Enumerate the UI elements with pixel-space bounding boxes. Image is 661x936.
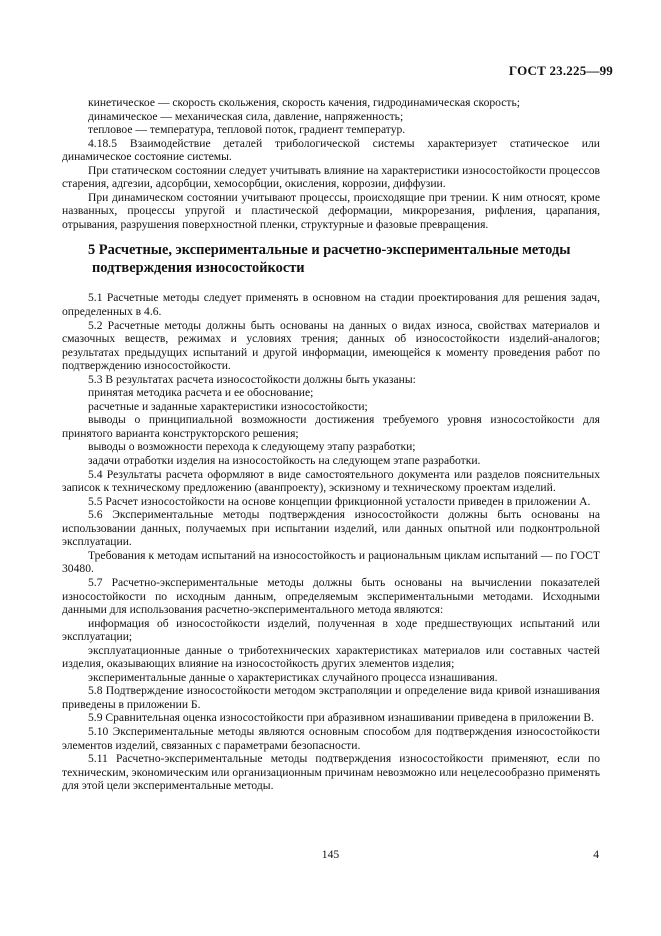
paragraph: тепловое — температура, тепловой поток, градиент температур.: [88, 123, 406, 137]
paragraph: 5.5 Расчет износостойкости на основе концепции фрикционной усталости приведен в приложении А.: [88, 494, 591, 508]
page-content: [62, 96, 600, 793]
section-heading-line2: подтверждения износостойкости: [92, 260, 305, 277]
paragraph: 5.1 Расчетные методы следует применять в основном на стадии проектирования для решения задач, определенных в 4.6.: [62, 291, 600, 319]
list-item: выводы о принципиальной возможности достижения требуемого уровня износостойкости для принятого варианта конструкторского решения;: [62, 413, 600, 440]
paragraph: При статическом состоянии следует учитывать влияние на характеристики износостойкости процессов старения, адгезии, адсорбции, хемосорбции, окисления, коррозии, диффузии.: [62, 163, 600, 191]
paragraph: 5.6 Экспериментальные методы подтверждения износостойкости должны быть основаны на использовании данных, получаемых при испытании изделий, или данных опытной или подконтрольной эксплуатации.: [62, 508, 600, 549]
paragraph: 5.4 Результаты расчета оформляют в виде самостоятельного документа или разделов пояснительных записок к техническому предложению (аванпроекту), эскизному и техническому проектам изделий.: [62, 467, 600, 495]
list-item: информация об износостойкости изделий, полученная в ходе предшествующих испытаний или эксплуатации;: [62, 616, 600, 644]
list-item: принятая методика расчета и ее обоснование;: [88, 386, 314, 400]
paragraph: 5.9 Сравнительная оценка износостойкости при абразивном изнашивании приведена в приложении В.: [88, 711, 595, 725]
list-item: задачи отработки изделия на износостойкость на следующем этапе разработки.: [88, 454, 481, 468]
list-item: расчетные и заданные характеристики износостойкости;: [88, 399, 368, 413]
list-item: экспериментальные данные о характеристиках случайного процесса изнашивания.: [88, 670, 498, 684]
paragraph: При динамическом состоянии учитывают процессы, происходящие при трении. К ним относят, кроме названных, процессы упругой и пластической деформации, микрорезания, рифления, царапания, отрывания, разрушения поверхностной пленки, структурные и фазовые превращения.: [62, 190, 600, 231]
paragraph: 4.18.5 Взаимодействие деталей трибологической системы характеризует статическое или динамическое состояние системы.: [62, 136, 600, 164]
paragraph: 5.2 Расчетные методы должны быть основаны на данных о видах износа, свойствах материалов и смазочных веществ, режимах и условиях трения; данных об износостойкости изделий-аналогов; результатах предыдущих испытаний и другой информации, имеющейся к моменту проведения работ по подтверждению износостойкости.: [62, 318, 600, 373]
list-item: эксплуатационные данные о триботехнических характеристиках материалов или составных частей изделия, оказывающих влияние на износостойкость других элементов изделия;: [62, 643, 600, 671]
paragraph: 5.10 Экспериментальные методы являются основным способом для подтверждения износостойкости элементов изделий, связанных с параметрами безопасности.: [62, 724, 600, 752]
paragraph: динамическое — механическая сила, давление, напряженность;: [88, 109, 404, 123]
paragraph: 5.8 Подтверждение износостойкости методом экстраполяции и определение вида кривой изнашивания приведены в приложении Б.: [62, 684, 600, 711]
section-heading-line1: 5 Расчетные, экспериментальные и расчетно-экспериментальные методы: [88, 242, 571, 259]
document-code: ГОСТ 23.225—99: [508, 63, 613, 78]
paragraph: Требования к методам испытаний на износостойкость и рациональным циклам испытаний — по ГОСТ 30480.: [62, 548, 600, 576]
paragraph: 5.3 В результатах расчета износостойкости должны быть указаны:: [88, 372, 416, 386]
paragraph: 5.7 Расчетно-экспериментальные методы должны быть основаны на вычислении показателей износостойкости по исходным данным, определяемым экспериментальными методами. Исходными данными для использования расчетно-экспериментального метода являются:: [62, 575, 600, 617]
page-number: 145: [321, 848, 340, 861]
paragraph: кинетическое — скорость скольжения, скорость качения, гидродинамическая скорость;: [88, 96, 520, 109]
sheet-number: 4: [593, 848, 599, 861]
list-item: выводы о возможности перехода к следующему этапу разработки;: [88, 440, 416, 454]
paragraph: 5.11 Расчетно-экспериментальные методы подтверждения износостойкости применяют, если по техническим, экономическим или организационным причинам невозможно или нецелесообразно применять для этой цели экспериментальные методы.: [62, 752, 600, 793]
section-heading: [62, 241, 600, 277]
